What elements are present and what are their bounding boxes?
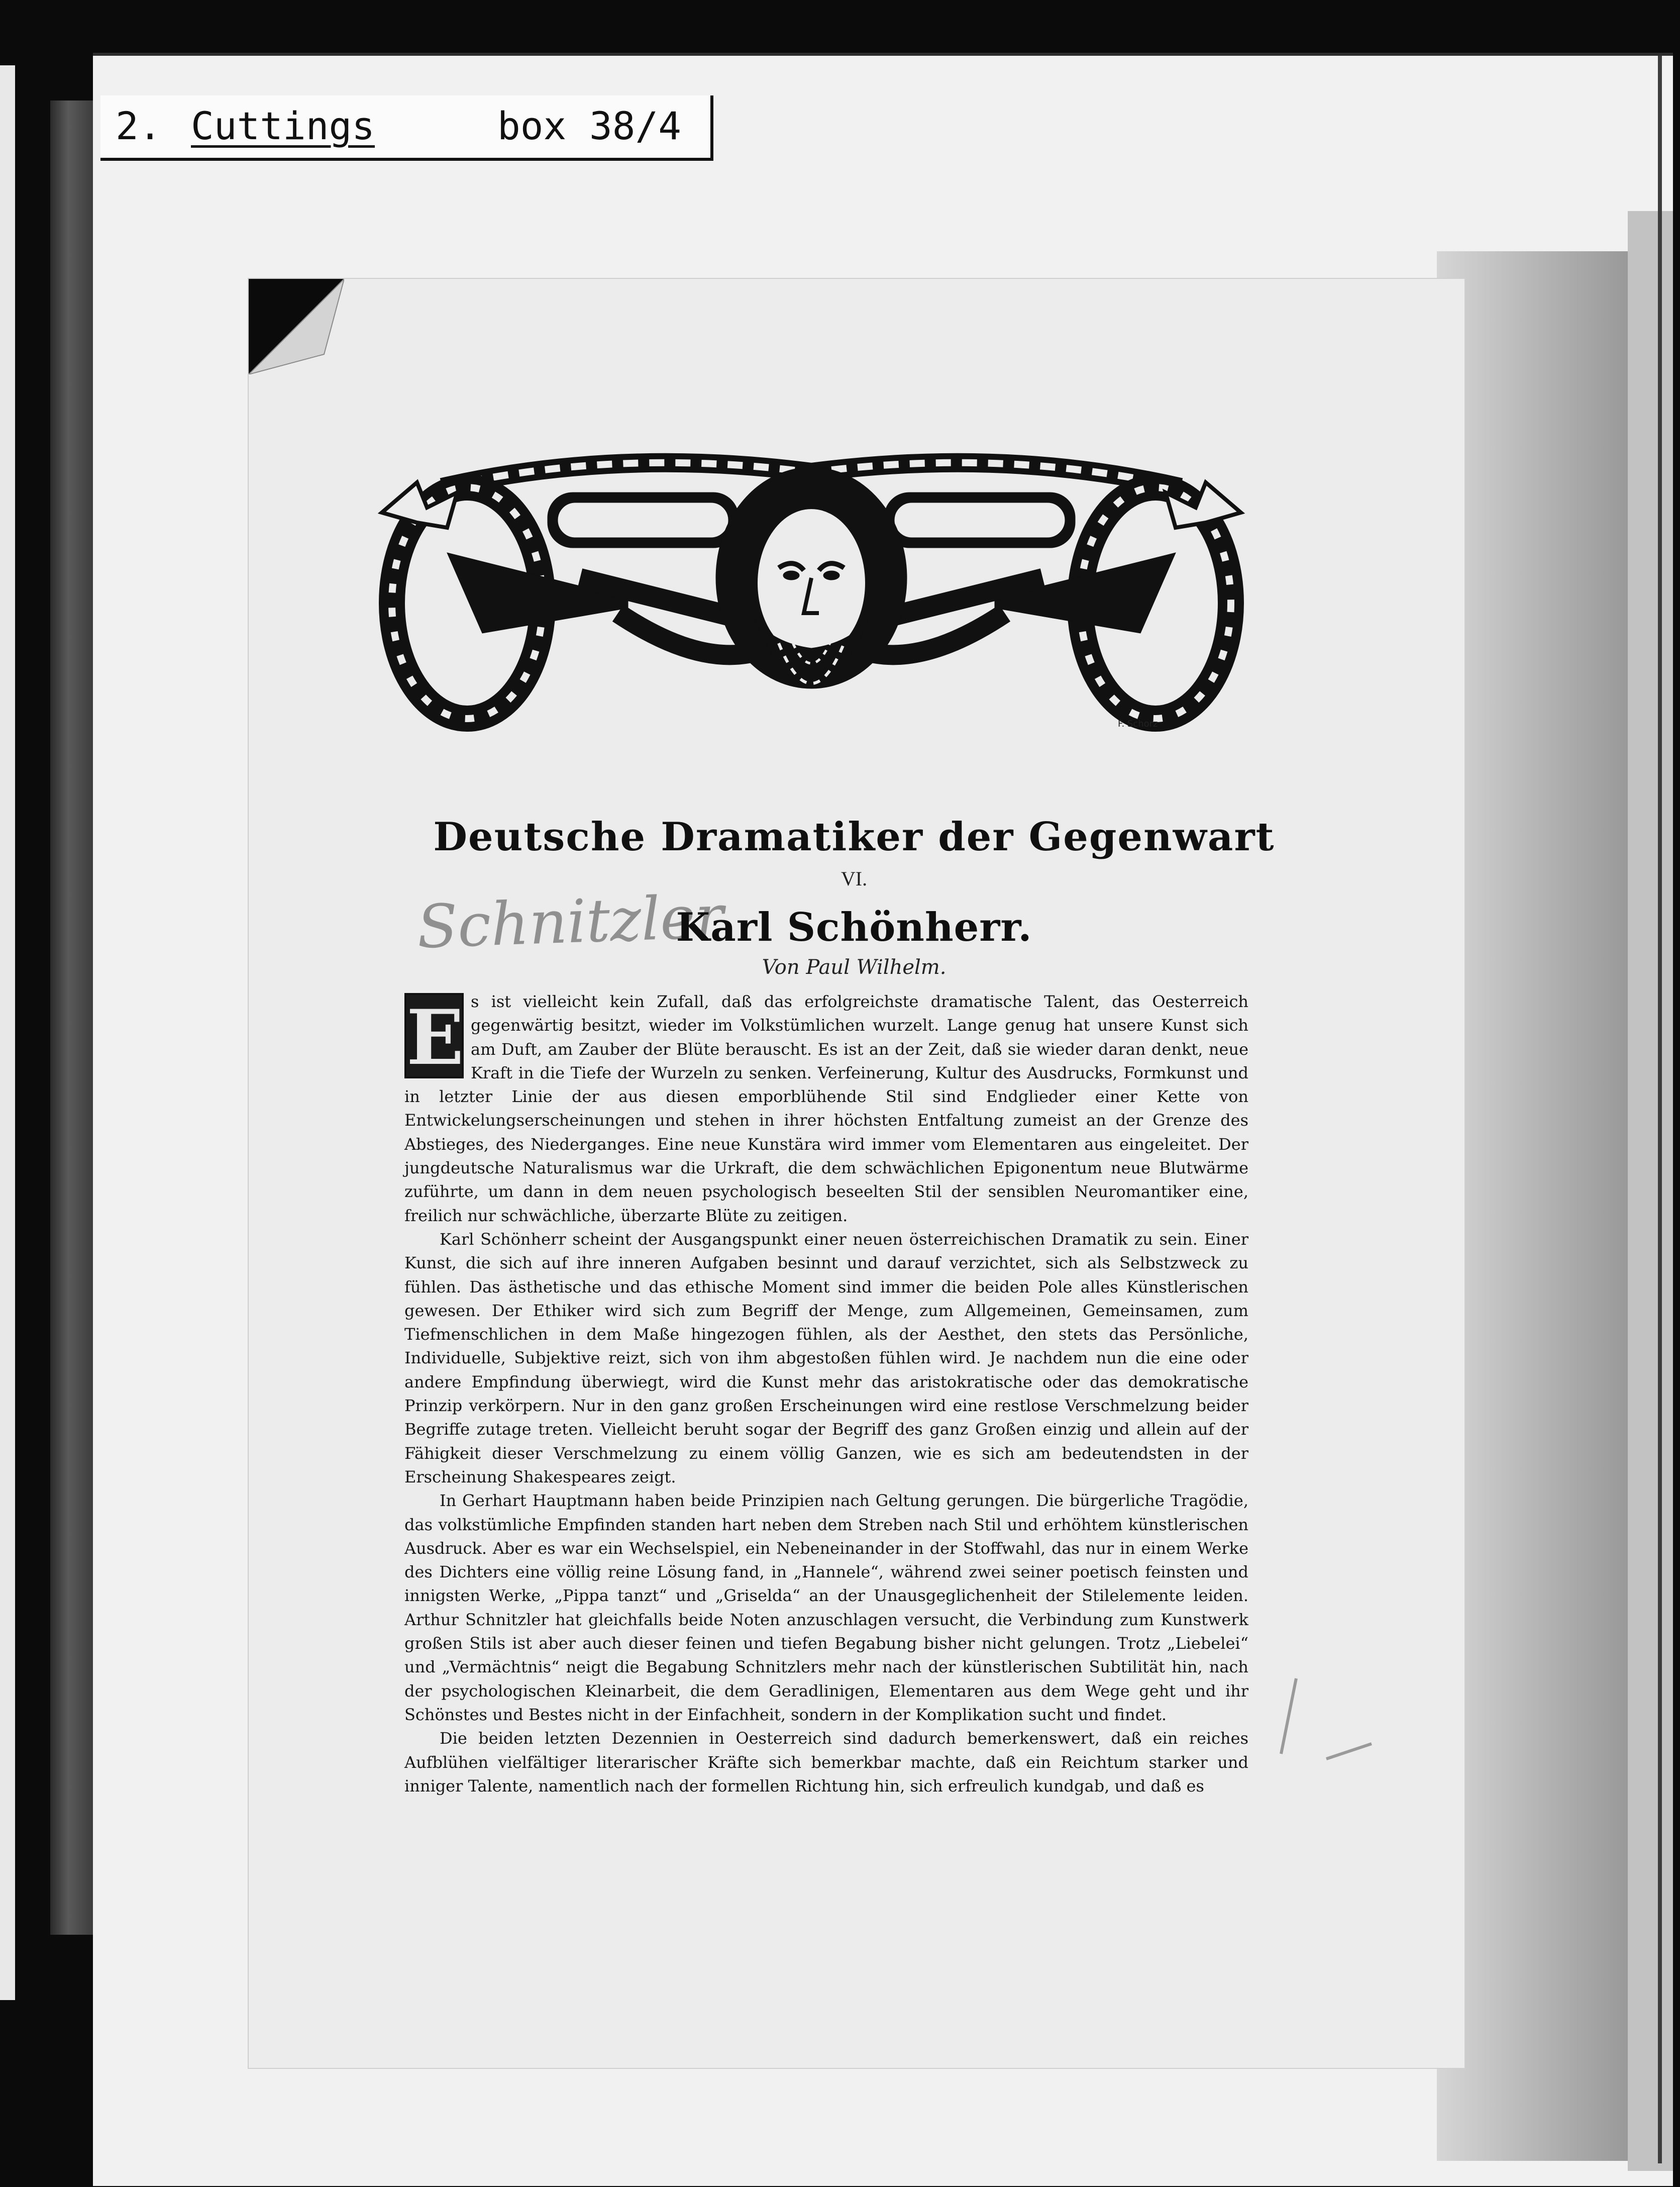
article-body	[404, 990, 1248, 1798]
mounting-sheet-top-border	[93, 53, 1673, 56]
archive-label	[100, 95, 713, 161]
label-category: Cuttings	[191, 104, 375, 148]
paragraph: Karl Schönherr scheint der Ausgangspunkt einer neuen österreichischen Dramatik zu sein. Einer Kunst, die sich auf ihre inneren Aufgaben besinnt und darauf verzichtet, sich als Selbstzweck zu fühlen. Das ästhetische und das ethische Moment sind immer die beiden Pole alles Künstlerischen gewesen. Der Ethiker wird sich zum Begriff der Menge, zum Allgemeinen, Gemeinsamen, zum Tiefmenschlichen in dem Maße hingezogen fühlen, als der Aesthet, den stets das Persönliche, Individuelle, Subjektive reizt, sich von ihm abgestoßen fühlen wird. Je nachdem nun die eine oder andere Empfindung überwiegt, wird die Kunst mehr das aristokratische oder das demokratische Prinzip verkörpern. Nur in den ganz großen Erscheinungen wird eine restlose Verschmelzung beider Begriffe zutage treten. Vielleicht beruht sogar der Begriff des ganz Großen einzig und allein auf der Fähigkeit dieser Verschmelzung zu einem völlig Ganzen, wie es sich am bedeutendsten in der Erscheinung Shakespeares zeigt.	[404, 1229, 1248, 1486]
byline: Von Paul Wilhelm.	[762, 956, 947, 979]
drop-cap-initial: E	[404, 993, 464, 1078]
label-number: 2.	[116, 104, 162, 148]
mounting-sheet-border	[1658, 53, 1662, 2163]
series-title: Deutsche Dramatiker der Gegenwart	[433, 814, 1275, 860]
paragraph: In Gerhart Hauptmann haben beide Prinzipien nach Geltung gerungen. Die bürgerliche Tragödie, das volkstümliche Empfinden standen hart neben dem Streben nach Stil und erhöhtem künstlerischen Ausdruck. Aber es war ein Wechselspiel, ein Nebeneinander in der Stoffwahl, das nur in einem Werke des Dichters eine völlig reine Lösung fand, in „Hannele“, während zwei seiner poetisch feinsten und innigsten Werke, „Pippa tanzt“ und „Griselda“ an der Unausgeglichenheit der Stilelemente leiden. Arthur Schnitzler hat gleichfalls beide Noten anzuschlagen versucht, die Verbindung zum Kunstwerk großen Stils ist aber auch dieser feinen und tiefen Begabung bisher nicht gelungen. Trotz „Liebelei“ und „Vermächtnis“ neigt die Begabung Schnitzlers mehr nach der künstlerischen Subtilität hin, nach der psychologischen Kleinarbeit, die dem Geradlinigen, Elementaren aus dem Wege geht und ihr Schönstes und Bestes nicht in der Einfachheit, sondern in der Komplikation sucht und findet.	[404, 1491, 1248, 1724]
adjacent-page-shadow	[50, 101, 95, 1935]
folded-corner	[249, 279, 344, 374]
handwritten-annotation: Schnitzler	[415, 881, 725, 962]
pencil-mark	[1276, 1668, 1377, 1769]
article-title: Karl Schönherr.	[676, 905, 1032, 950]
series-number: VI.	[841, 867, 868, 890]
paragraph	[404, 990, 1248, 1228]
adjacent-page-edge	[0, 65, 15, 2000]
illustrator-signature: F. Schorz	[1118, 719, 1158, 729]
paragraph-text: s ist vielleicht kein Zufall, daß das erfolgreichste dramatische Talent, das Oesterreich gegenwärtig besitzt, wieder im Volkstümlichen wurzelt. Lange genug hat unsere Kunst sich am Duft, am Zauber der Blüte berauscht. Es ist an der Zeit, daß sie wieder daran denkt, neue Kraft in die Tiefe der Wurzeln zu senken. Verfeinerung, Kultur des Ausdrucks, Formkunst und in letzter Linie der aus diesen emporblühende Stil sind Endglieder einer Kette von Entwickelungserscheinungen und stehen in ihrer höchsten Entfaltung zumeist an der Grenze des Abstieges, des Niederganges. Eine neue Kunstära wird immer vom Elementaren aus eingeleitet. Der jungdeutsche Naturalismus war die Urkraft, die dem schwächlichen Epigonentum neue Blutwärme zuführte, um dann in dem neuen psychologisch beseelten Stil der sensiblen Neuromantiker eine, freilich nur schwächliche, überzarte Blüte zu zeitigen.	[404, 992, 1248, 1225]
label-box-number: box 38/4	[497, 104, 682, 148]
paragraph: Die beiden letzten Dezennien in Oesterreich sind dadurch bemerkenswert, daß ein reiches Aufblühen vielfältiger literarischer Kräfte sich bemerkbar machte, daß ein Reichtum starker und inniger Talente, namentlich nach der formellen Richtung hin, sich erfreulich kundgab, und daß es	[404, 1729, 1248, 1796]
mounting-sheet-edge	[1628, 211, 1673, 2171]
decorative-ornament	[367, 452, 1256, 749]
